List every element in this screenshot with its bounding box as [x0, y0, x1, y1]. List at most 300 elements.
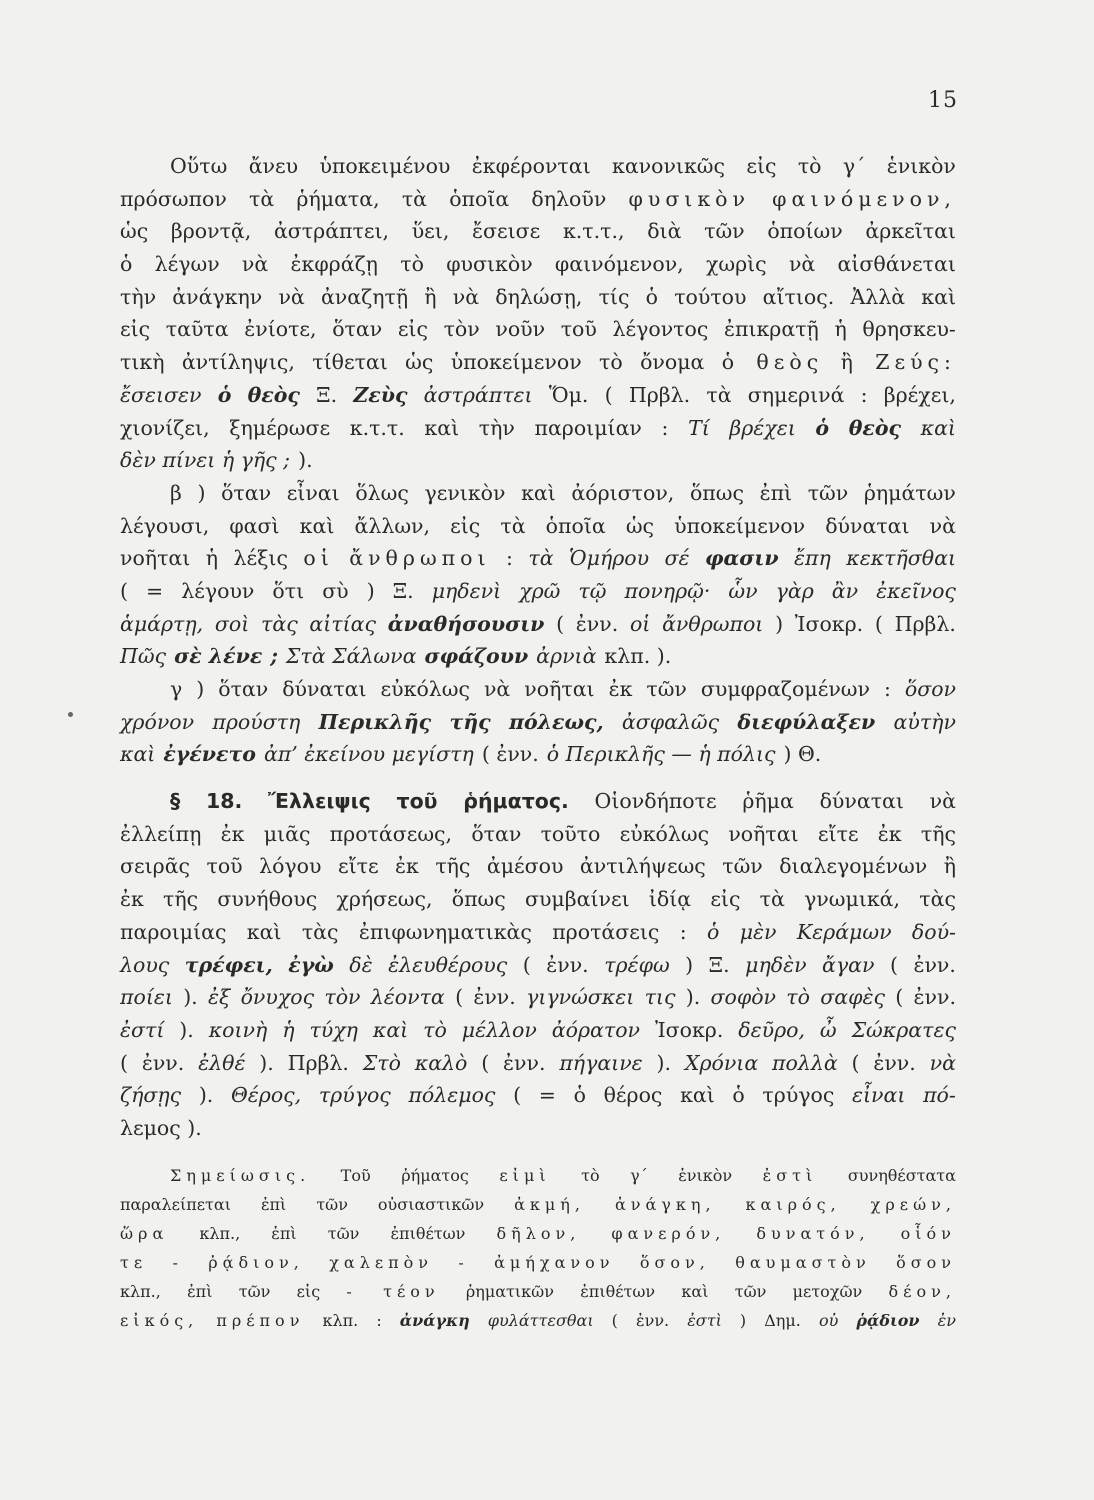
text-segment: ὁ: [721, 350, 740, 375]
word-group: [580, 1277, 655, 1306]
word-group: [185, 949, 273, 982]
word-group: [808, 477, 849, 510]
word-group: [728, 575, 757, 608]
text-segment: πόλεως,: [508, 709, 604, 734]
word-group: [349, 542, 490, 575]
word-group: [737, 706, 875, 739]
word-group: [895, 981, 903, 1014]
text-segment: ἑνικὸν: [886, 154, 956, 178]
text-segment: ἐνν.: [473, 985, 516, 1010]
word-group: [861, 379, 868, 412]
text-segment: τῆς: [435, 854, 471, 879]
text-segment: μιᾶς: [263, 821, 311, 846]
text-segment: ).: [198, 1083, 214, 1108]
word-group: [408, 1079, 495, 1112]
word-group: [611, 1219, 725, 1248]
text-segment: :: [860, 382, 868, 407]
text-segment: ἀντίληψις,: [181, 350, 295, 375]
word-group: [120, 313, 150, 346]
text-segment: τῶν: [722, 854, 763, 879]
word-group: [569, 542, 649, 575]
text-segment: ).: [179, 1017, 194, 1042]
word-group: [795, 608, 863, 641]
word-group: [571, 477, 674, 510]
word-group: [546, 949, 588, 982]
word-group: [288, 1047, 349, 1080]
word-group: [120, 183, 227, 216]
text-segment: χρόνον: [120, 709, 195, 734]
text-segment: Ἰσοκρ.: [794, 611, 864, 636]
text-segment: ῥᾴδιον,: [208, 1252, 304, 1272]
word-group: [221, 818, 245, 851]
word-group: [208, 981, 230, 1014]
word-group: [453, 281, 479, 314]
text-segment: (: [851, 1050, 860, 1075]
word-group: [218, 379, 232, 412]
word-group: [850, 281, 905, 314]
word-group: [798, 150, 822, 183]
text-segment: Οἱονδήποτε: [594, 789, 717, 814]
scan-speck: [68, 712, 73, 717]
word-group: [919, 883, 956, 916]
word-group: [848, 1161, 956, 1190]
word-group: [604, 1079, 663, 1112]
word-group: [120, 542, 190, 575]
word-group: [359, 916, 532, 949]
word-group: [528, 542, 553, 575]
text-segment: ἐγένετο: [163, 742, 256, 767]
word-group: [120, 1219, 168, 1248]
text-segment: μηδὲν: [745, 952, 807, 977]
word-group: [763, 1161, 818, 1190]
text-segment: ἀρκεῖται: [865, 219, 956, 244]
text-segment: σειρᾶς: [120, 854, 191, 879]
text-segment: φυλάττεσθαι: [487, 1310, 594, 1330]
text-segment: φαινόμενον,: [554, 252, 684, 277]
word-group: [772, 183, 956, 216]
word-group: [615, 1190, 716, 1219]
word-group: [353, 379, 407, 412]
text-segment: ἄνευ: [248, 154, 299, 178]
word-group: [514, 1190, 585, 1219]
word-group: [793, 1277, 863, 1306]
text-segment: Δημ.: [764, 1310, 801, 1330]
word-group: [424, 379, 533, 412]
text-segment: τῆς: [163, 887, 199, 912]
word-group: [163, 883, 198, 916]
word-group: [629, 183, 750, 216]
context-subject-paragraph: [120, 673, 956, 771]
word-group: [735, 1277, 767, 1306]
text-segment: διαλεγομένων: [779, 854, 928, 879]
text-segment: ἐπὶ: [260, 1194, 287, 1214]
word-group: [921, 281, 956, 314]
word-group: [552, 1014, 640, 1047]
word-group: [155, 248, 220, 281]
text-segment: προύστη: [212, 709, 301, 734]
text-segment: δηλοῦν: [531, 186, 607, 211]
text-segment: ἀνάγκη,: [614, 1194, 716, 1214]
text-segment: ): [196, 677, 205, 701]
word-group: [740, 1306, 746, 1335]
word-group: [756, 346, 823, 379]
word-group: [789, 248, 815, 281]
word-group: [767, 215, 842, 248]
word-group: [371, 981, 445, 1014]
text-segment: κεκτῆσθαι: [846, 546, 956, 571]
word-group: [199, 1219, 240, 1248]
word-group: [556, 608, 564, 641]
word-group: [534, 412, 641, 445]
word-group: [546, 510, 606, 543]
word-group: [120, 281, 156, 314]
word-group: [215, 608, 249, 641]
text-segment: τούτου: [674, 284, 747, 309]
word-group: [355, 477, 409, 510]
text-segment: οὐ: [818, 1310, 839, 1330]
word-group: [466, 1277, 554, 1306]
word-group: [173, 1248, 183, 1277]
section-spacer: [120, 771, 956, 785]
word-group: [120, 1306, 198, 1335]
word-group: [302, 916, 339, 949]
word-group: [332, 313, 382, 346]
text-segment: Πῶς: [120, 644, 167, 669]
word-group: [620, 818, 709, 851]
word-group: [890, 949, 898, 982]
word-group: [282, 1014, 294, 1047]
text-line: [120, 1248, 956, 1277]
text-segment: ἐπιθέτων: [390, 1223, 466, 1243]
text-segment: γ΄: [630, 1165, 648, 1185]
text-segment: =: [146, 578, 164, 603]
word-group: [878, 818, 902, 851]
text-line: [120, 1047, 956, 1080]
word-group: [707, 916, 719, 949]
text-segment: ἐνν.: [913, 985, 956, 1010]
word-group: [321, 281, 408, 314]
text-segment: τῆς: [920, 821, 956, 846]
text-segment: ὡς: [405, 350, 434, 375]
word-group: [509, 706, 604, 739]
word-group: [206, 850, 242, 883]
word-group: [309, 608, 376, 641]
word-group: [120, 346, 164, 379]
text-segment: παραλείπεται: [120, 1194, 231, 1214]
text-segment: ἐκεῖνος: [876, 578, 956, 603]
word-group: [206, 785, 242, 818]
word-group: [412, 215, 450, 248]
text-segment: σοὶ: [214, 611, 250, 636]
text-segment: λέγουν: [181, 578, 255, 603]
text-segment: ὡς: [625, 513, 655, 538]
text-segment: φυσικὸν: [446, 252, 533, 277]
text-segment: χιονίζει,: [120, 415, 210, 440]
text-segment: τῶν: [238, 1281, 271, 1301]
text-segment: ἐκ: [877, 821, 902, 846]
word-group: [287, 477, 340, 510]
text-segment: μετοχῶν: [792, 1281, 863, 1301]
word-group: [856, 1306, 919, 1335]
word-group: [905, 673, 956, 706]
text-segment: τὸν: [443, 317, 480, 342]
text-line: [120, 412, 956, 445]
word-group: [499, 1161, 550, 1190]
text-segment: ὅπως: [451, 887, 506, 912]
word-group: [913, 949, 955, 982]
text-segment: ἀόριστον,: [571, 480, 675, 505]
word-group: [657, 1047, 672, 1080]
text-segment: ὁποῖα: [449, 186, 510, 211]
text-line: [120, 183, 956, 216]
text-segment: εὐκόλως: [619, 821, 710, 846]
text-segment: ἀμέσου: [486, 854, 564, 879]
word-group: [645, 981, 676, 1014]
text-segment: δύναται: [282, 677, 367, 701]
word-group: [120, 916, 226, 949]
word-group: [709, 949, 730, 982]
text-segment: θαυμαστὸν: [735, 1252, 871, 1272]
word-group: [513, 1079, 521, 1112]
word-group: [199, 1079, 214, 1112]
text-segment: ἐπικρατῇ: [723, 317, 819, 342]
text-segment: οὐσιαστικῶν: [377, 1194, 485, 1214]
word-group: [690, 477, 744, 510]
word-group: [221, 477, 271, 510]
text-segment: :: [883, 677, 891, 701]
word-group: [559, 1047, 642, 1080]
text-segment: ἐξ: [207, 985, 231, 1010]
section-heading: ῥήματος.: [463, 789, 569, 814]
word-group: [524, 673, 594, 706]
text-segment: τὰ: [528, 546, 554, 571]
text-segment: μὲν: [739, 919, 777, 944]
word-group: [388, 949, 507, 982]
text-segment: πρόσωπον: [120, 186, 227, 211]
word-group: [172, 281, 262, 314]
word-group: [819, 1306, 838, 1335]
text-segment: ): [197, 480, 206, 505]
word-group: [852, 1047, 860, 1080]
word-group: [875, 608, 883, 641]
word-group: [341, 1161, 371, 1190]
text-segment: νὰ: [929, 513, 956, 538]
word-group: [838, 248, 956, 281]
text-segment: τὰ: [249, 186, 275, 211]
word-group: [239, 1277, 271, 1306]
word-group: [472, 215, 540, 248]
text-segment: ὑποκείμενον: [450, 350, 582, 375]
text-segment: βροντᾷ,: [170, 219, 252, 244]
text-segment: :: [376, 1310, 382, 1330]
text-segment: σὺ: [322, 578, 349, 603]
word-group: [393, 575, 414, 608]
word-group: [728, 818, 798, 851]
word-group: [678, 1161, 732, 1190]
observation-note: [120, 1161, 956, 1335]
word-group: [309, 1014, 358, 1047]
word-group: [323, 1306, 359, 1335]
text-segment: (: [611, 1310, 618, 1330]
word-group: [458, 1248, 468, 1277]
text-segment: εἰς: [450, 513, 481, 538]
word-group: [288, 949, 334, 982]
text-segment: (: [889, 952, 898, 977]
text-segment: =: [538, 1083, 556, 1108]
text-segment: (: [120, 1050, 128, 1075]
word-group: [272, 575, 304, 608]
text-segment: τὰ: [706, 382, 732, 407]
word-group: [746, 150, 776, 183]
word-group: [495, 313, 545, 346]
word-group: [259, 850, 321, 883]
word-group: [249, 150, 298, 183]
word-group: [938, 1306, 956, 1335]
word-group: [229, 412, 330, 445]
word-group: [748, 379, 845, 412]
word-group: [349, 949, 372, 982]
text-segment: κανονικῶς: [612, 154, 725, 178]
text-segment: Ξ.: [708, 952, 730, 977]
text-segment: ἡ: [834, 317, 847, 342]
text-segment: Ὅμ.: [548, 382, 589, 407]
text-line: [120, 850, 956, 883]
text-segment: διὰ: [647, 219, 682, 244]
word-group: [884, 673, 891, 706]
word-group: [843, 150, 866, 183]
word-group: [316, 379, 337, 412]
text-segment: λεμος ).: [120, 1115, 202, 1140]
word-group: [242, 248, 268, 281]
text-segment: πολλὰ: [772, 1050, 838, 1075]
text-line: [120, 640, 956, 673]
text-segment: ἢ: [424, 284, 437, 309]
word-group: [710, 883, 740, 916]
text-segment: ἑνικὸν: [678, 1165, 733, 1185]
section-heading: §: [170, 789, 181, 814]
section-heading: τοῦ: [396, 789, 438, 814]
word-group: [797, 916, 892, 949]
word-group: [864, 477, 956, 510]
word-group: [815, 412, 829, 445]
text-line: [120, 1014, 956, 1047]
text-segment: καὶ: [680, 1083, 715, 1108]
word-group: [330, 818, 452, 851]
word-group: [729, 412, 795, 445]
word-group: [685, 1047, 758, 1080]
text-segment: ἐνν.: [575, 611, 619, 636]
text-segment: σοφὸν: [710, 985, 777, 1010]
word-group: [923, 1079, 956, 1112]
word-group: [636, 1306, 669, 1335]
text-segment: Ζεύς:: [875, 350, 956, 375]
word-group: [171, 215, 251, 248]
text-segment: ἐνν.: [503, 1050, 546, 1075]
word-group: [120, 850, 190, 883]
text-segment: φαινόμενον,: [772, 186, 956, 211]
text-segment: τῶν: [704, 219, 745, 244]
text-segment: ῥήματα,: [296, 186, 380, 211]
text-segment: -: [458, 1252, 469, 1272]
word-group: [206, 542, 218, 575]
text-segment: κλπ. ).: [604, 644, 672, 669]
word-group: [519, 575, 560, 608]
text-segment: δῆλον,: [496, 1223, 581, 1243]
word-group: [449, 183, 509, 216]
text-segment: τῶν: [316, 1194, 348, 1214]
text-segment: τρέφω: [604, 952, 670, 977]
word-group: [549, 379, 589, 412]
text-segment: ): [366, 578, 375, 603]
word-group: [354, 510, 430, 543]
word-group: [722, 346, 739, 379]
text-segment: τύχη: [309, 1017, 358, 1042]
word-group: [278, 281, 304, 314]
text-segment: ὅσον: [896, 1252, 956, 1272]
word-group: [496, 1219, 580, 1248]
text-segment: ἀνάγκη: [399, 1310, 470, 1330]
text-segment: ὄνυχος: [240, 985, 315, 1010]
word-group: [166, 313, 229, 346]
text-segment: ἡ: [282, 1017, 295, 1042]
text-segment: ὁ Περικλῆς — ἡ πόλις: [546, 742, 776, 767]
text-segment: ἔσεισε: [472, 219, 541, 244]
text-segment: ἐπὶ: [187, 1281, 213, 1301]
word-group: [196, 673, 204, 706]
word-group: [183, 981, 198, 1014]
word-group: [120, 379, 202, 412]
word-group: [646, 281, 658, 314]
text-segment: χρῶ: [519, 578, 561, 603]
text-segment: τὸ: [423, 1017, 447, 1042]
text-line: [120, 673, 956, 706]
word-group: [170, 150, 227, 183]
word-group: [388, 608, 545, 641]
word-group: [198, 1047, 245, 1080]
text-segment: τις: [644, 985, 676, 1010]
text-segment: πόλεμος: [408, 1083, 496, 1108]
text-segment: ζήσῃς: [120, 1083, 182, 1108]
text-segment: τὰ: [759, 887, 785, 912]
text-segment: ): [775, 611, 784, 636]
word-group: [526, 981, 634, 1014]
text-segment: δὲν πίνει ἡ γῆς ;: [120, 448, 291, 473]
word-group: [704, 215, 745, 248]
text-segment: κοινὴ: [208, 1017, 268, 1042]
text-segment: ἀπ’ ἐκείνου μεγίστη: [263, 742, 474, 767]
text-segment: β: [170, 480, 182, 505]
text-segment: ὅλως: [355, 480, 409, 505]
word-group: [896, 1248, 956, 1277]
text-segment: ὁ: [645, 284, 658, 309]
word-group: [921, 818, 956, 851]
word-group: [401, 1161, 469, 1190]
word-group: [181, 575, 254, 608]
word-group: [832, 575, 858, 608]
text-segment: γ΄: [842, 154, 866, 178]
text-line: [120, 883, 956, 916]
text-segment: παροιμίαν: [534, 415, 642, 440]
text-line: [120, 1219, 956, 1248]
word-group: [268, 785, 371, 818]
word-group: [274, 215, 389, 248]
text-segment: προτάσεις: [552, 919, 660, 944]
text-segment: ἐνν.: [546, 952, 589, 977]
text-line: [120, 313, 956, 346]
word-group: [779, 850, 927, 883]
word-group: [599, 281, 630, 314]
text-segment: ἔπη: [794, 546, 831, 571]
